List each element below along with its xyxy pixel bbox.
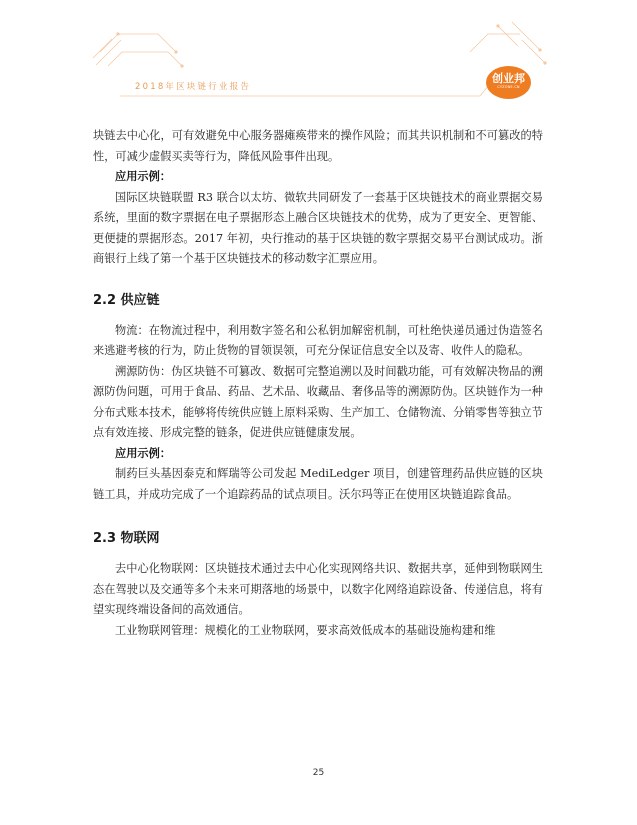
report-title: 2018年区块链行业报告 (135, 82, 252, 92)
paragraph: 工业物联网管理：规模化的工业物联网，要求高效低成本的基础设施构建和维 (115, 623, 496, 637)
example-label: 应用示例： (115, 170, 171, 183)
page-number: 25 (312, 768, 325, 778)
paragraph: 去中心化物联网：区块链技术通过去中心化实现网络共识、数据共享，延伸到物联网生态在驾驶以及交通等多个未来可期落地的场景中，以数字化网络追踪设备、传递信息，将有望实现终端设备间的高效通信。 (93, 562, 543, 616)
example-label: 应用示例： (115, 446, 171, 460)
logo-subtext: CYZONE.CN (497, 85, 520, 89)
paragraph: 物流：在物流过程中，利用数字签名和公私钥加解密机制，可杜绝快递员通过伪造签名来逃避考核的行为，防止货物的冒领误领，可充分保证信息安全以及寄、收件人的隐私。 (93, 323, 543, 357)
paragraph: 国际区块链联盟 R3 联合以太坊、微软共同研发了一套基于区块链技术的商业票据交易系统，里面的数字票据在电子票据形态上融合区块链技术的优势，成为了更安全、更智能、更便捷的票据形态。2017 年初，央行推动的基于区块链的数字票据交易平台测试成功。浙商银行上线了第一个基于区块链技术的移动数字汇票应用。 (93, 190, 543, 265)
page-content (93, 126, 543, 641)
section-heading-supply-chain: 2.2 供应链 (93, 292, 160, 308)
paragraph: 制药巨头基因泰克和辉瑞等公司发起 MediLedger 项目，创建管理药品供应链的区块链工具，并成功完成了一个追踪药品的试点项目。沃尔玛等正在使用区块链追踪食品。 (93, 467, 543, 501)
paragraph: 溯源防伪：伪区块链不可篡改、数据可完整追溯以及时间戳功能，可有效解决物品的溯源防伪问题，可用于食品、药品、艺术品、收藏品、奢侈品等的溯源防伪。区块链作为一种分布式账本技术，能够将传统供应链上原料采购、生产加工、仓储物流、分销零售等独立节点有效连接、形成完整的链条，促进供应链健康发展。 (93, 364, 543, 439)
section-heading-iot: 2.3 物联网 (93, 531, 160, 546)
brand-logo (486, 66, 531, 99)
logo-text: 创业邦 (492, 72, 525, 85)
header-decoration (0, 0, 637, 110)
paragraph: 块链去中心化，可有效避免中心服务器瘫痪带来的操作风险；而其共识机制和不可篡改的特性，可减少虚假买卖等行为，降低风险事件出现。 (93, 129, 543, 163)
